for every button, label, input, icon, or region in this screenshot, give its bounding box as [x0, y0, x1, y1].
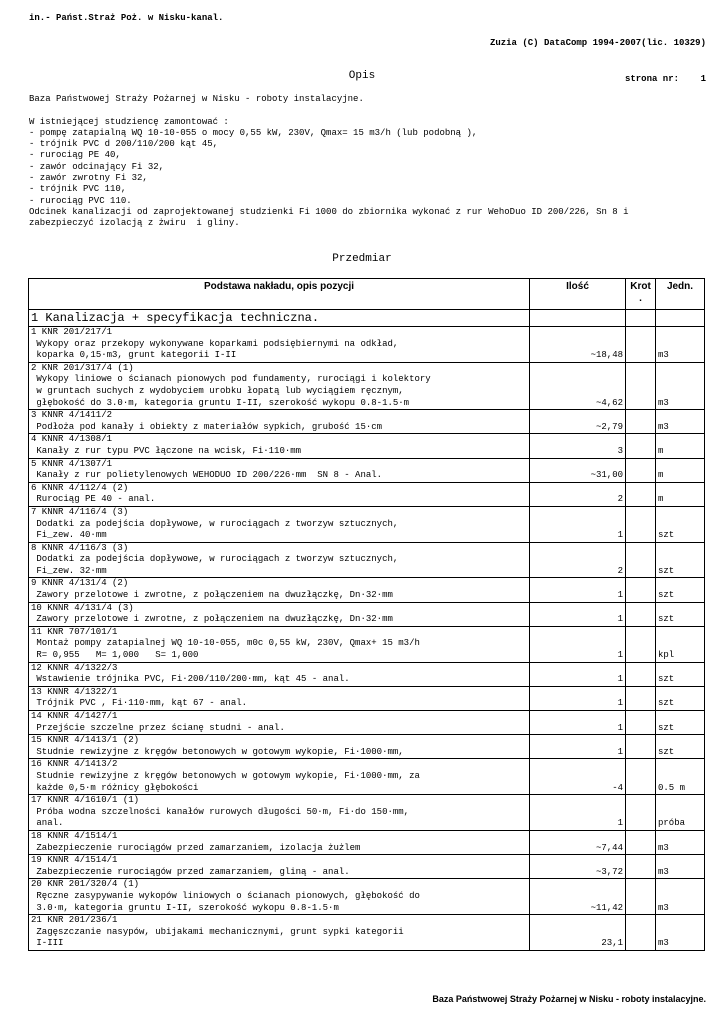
position-multiplier	[626, 711, 656, 735]
page-number: strona nr: 1	[624, 74, 706, 84]
header-left-title: in.- Państ.Straż Poż. w Nisku-kanal.	[29, 13, 224, 23]
position-description-cell	[29, 855, 530, 879]
position-description-cell	[29, 686, 530, 710]
table-row	[29, 735, 705, 759]
table-row	[29, 458, 705, 482]
position-unit: szt	[656, 506, 705, 542]
position-multiplier	[626, 410, 656, 434]
position-text: Zabezpieczenie rurociągów przed zamarzaniem, izolacja żużlem	[31, 842, 361, 853]
position-description-cell	[29, 662, 530, 686]
header-multiplier: Krot .	[626, 279, 656, 310]
header-copyright: Zuzia (C) DataComp 1994-2007(lic. 10329)	[489, 38, 706, 48]
table-row	[29, 626, 705, 662]
position-unit: próba	[656, 795, 705, 831]
position-code: 3 KNNR 4/1411/2	[31, 410, 113, 421]
position-unit: 0.5 m	[656, 759, 705, 795]
position-quantity: ~3,72	[530, 855, 626, 879]
position-quantity: 1	[530, 686, 626, 710]
position-multiplier	[626, 795, 656, 831]
position-multiplier	[626, 855, 656, 879]
position-unit: szt	[656, 686, 705, 710]
position-code: 18 KNNR 4/1514/1	[31, 830, 118, 841]
position-unit: kpl	[656, 626, 705, 662]
position-multiplier	[626, 362, 656, 409]
position-unit: m	[656, 482, 705, 506]
section-number: 1	[31, 311, 39, 325]
position-description-cell	[29, 410, 530, 434]
position-code: 4 KNNR 4/1308/1	[31, 434, 113, 445]
table-row	[29, 506, 705, 542]
position-unit: szt	[656, 711, 705, 735]
position-quantity: 1	[530, 506, 626, 542]
position-unit: szt	[656, 662, 705, 686]
position-quantity: 2	[530, 482, 626, 506]
position-multiplier	[626, 879, 656, 915]
position-unit: szt	[656, 602, 705, 626]
position-description-cell	[29, 602, 530, 626]
table-row	[29, 855, 705, 879]
position-unit: m3	[656, 855, 705, 879]
footer-title: Baza Państwowej Straży Pożarnej w Nisku - roboty instalacyjne.	[432, 994, 706, 1004]
position-quantity: 2	[530, 542, 626, 578]
position-text: Studnie rewizyjne z kręgów betonowych w gotowym wykopie, Fi·1000·mm,	[31, 746, 404, 757]
position-description-cell	[29, 626, 530, 662]
position-code: 10 KNNR 4/131/4 (3)	[31, 602, 134, 613]
position-description-cell	[29, 458, 530, 482]
position-quantity: 23,1	[530, 915, 626, 951]
position-description-cell	[29, 915, 530, 951]
section-title: Kanalizacja + specyfikacja techniczna.	[45, 311, 320, 325]
position-text: Montaż pompy zatapialnej WQ 10-10-055, m0c 0,55 kW, 230V, Qmax+ 15 m3/h R= 0,955 M= 1,000 S= 1,000	[36, 638, 420, 661]
position-quantity: ~7,44	[530, 830, 626, 854]
bill-of-quantities-table	[28, 278, 705, 951]
position-text: Kanały z rur polietylenowych WEHODUO ID 200/226·mm SN 8 - Anal.	[31, 470, 383, 481]
position-code: 19 KNNR 4/1514/1	[31, 855, 118, 866]
position-multiplier	[626, 482, 656, 506]
position-multiplier	[626, 759, 656, 795]
table-row	[29, 410, 705, 434]
header-quantity: Ilość	[530, 279, 626, 310]
position-code: 1 KNR 201/217/1	[31, 327, 113, 337]
position-text: Studnie rewizyjne z kręgów betonowych w gotowym wykopie, Fi·1000·mm, za każde 0,5·m różnicy głębokości	[36, 770, 420, 793]
header-right	[490, 13, 706, 97]
position-unit: szt	[656, 542, 705, 578]
position-multiplier	[626, 830, 656, 854]
position-quantity: ~4,62	[530, 362, 626, 409]
position-multiplier	[626, 542, 656, 578]
position-description-cell	[29, 327, 530, 363]
table-row	[29, 542, 705, 578]
table-row	[29, 434, 705, 458]
position-text: Podłoża pod kanały i obiekty z materiałów sypkich, grubość 15·cm	[31, 421, 383, 432]
position-quantity: -4	[530, 759, 626, 795]
position-unit: m3	[656, 410, 705, 434]
section-row	[29, 310, 705, 327]
position-code: 13 KNNR 4/1322/1	[31, 686, 118, 697]
position-description-cell	[29, 482, 530, 506]
position-quantity: 1	[530, 711, 626, 735]
przedmiar-title: Przedmiar	[332, 253, 392, 265]
position-text: Zagęszczanie nasypów, ubijakami mechanicznymi, grunt sypki kategorii I-III	[36, 926, 404, 949]
table-row	[29, 482, 705, 506]
position-unit: m	[656, 458, 705, 482]
position-text: Wykopy liniowe o ścianach pionowych pod fundamenty, rurociągi i kolektory w gruntach suchych z wydobyciem urobku łopatą lub wyciągiem ręcznym, głębokość do 3.0·m, kategoria gruntu I-II, szerokość wykopu 0.8-1.5·m	[36, 374, 431, 408]
position-text: Zawory przelotowe i zwrotne, z połączeniem na dwuzłączkę, Dn·32·mm	[31, 614, 393, 625]
description-text: Baza Państwowej Straży Pożarnej w Nisku - roboty instalacyjne. W istniejącej studziencę zamontować : - pompę zatapialną WQ 10-10-055 o mocy 0,55 kW, 230V, Qmax= 15 m3/h (lub podobną ), - trójnik PVC d 200/110/200 kąt 45, - rurociąg PE 40, - zawór odcinający Fi 32, - zawór zwrotny Fi 32, - trójnik PVC 110, - rurociąg PVC 110. Odcinek kanalizacji od zaprojektowanej studzienki Fi 1000 do zbiornika wykonać z rur WehoDuo ID 200/226, Sn 8 i zabezpieczyć izolacją z żwiru i gliny.	[29, 94, 629, 229]
position-multiplier	[626, 686, 656, 710]
position-text: Kanały z rur typu PVC łączone na wcisk, Fi·110·mm	[31, 445, 302, 456]
position-unit: szt	[656, 578, 705, 602]
table-row	[29, 879, 705, 915]
position-unit: m	[656, 434, 705, 458]
position-description-cell	[29, 879, 530, 915]
position-quantity: ~2,79	[530, 410, 626, 434]
table-row	[29, 327, 705, 363]
position-unit: m3	[656, 830, 705, 854]
table-row	[29, 662, 705, 686]
position-unit: m3	[656, 362, 705, 409]
position-text: Zawory przelotowe i zwrotne, z połączeniem na dwuzłączkę, Dn·32·mm	[31, 590, 393, 601]
position-description-cell	[29, 362, 530, 409]
position-quantity: 1	[530, 662, 626, 686]
position-quantity: 1	[530, 795, 626, 831]
position-multiplier	[626, 915, 656, 951]
table-row	[29, 711, 705, 735]
table-row	[29, 830, 705, 854]
position-code: 6 KNNR 4/112/4 (2)	[31, 482, 129, 493]
position-description-cell	[29, 434, 530, 458]
header-description: Podstawa nakładu, opis pozycji	[29, 279, 530, 310]
table-row	[29, 602, 705, 626]
position-unit: szt	[656, 735, 705, 759]
position-code: 8 KNNR 4/116/3 (3)	[31, 542, 129, 553]
position-multiplier	[626, 662, 656, 686]
position-text: Dodatki za podejścia dopływowe, w rurociągach z tworzyw sztucznych, Fi_zew. 40·mm	[36, 518, 399, 541]
position-text: Trójnik PVC , Fi·110·mm, kąt 67 - anal.	[31, 698, 248, 709]
position-multiplier	[626, 602, 656, 626]
position-quantity: ~11,42	[530, 879, 626, 915]
position-text: Próba wodna szczelności kanałów rurowych długości 50·m, Fi·do 150·mm, anal.	[36, 806, 410, 829]
position-text: Przejście szczelne przez ścianę studni - anal.	[31, 722, 285, 733]
table-row	[29, 795, 705, 831]
position-code: 15 KNNR 4/1413/1 (2)	[31, 735, 140, 746]
position-code: 5 KNNR 4/1307/1	[31, 458, 113, 469]
opis-title: Opis	[348, 70, 376, 82]
table-header-row	[29, 279, 705, 310]
position-code: 9 KNNR 4/131/4 (2)	[31, 578, 129, 589]
position-description-cell	[29, 711, 530, 735]
position-code: 7 KNNR 4/116/4 (3)	[31, 506, 129, 517]
table-row	[29, 578, 705, 602]
position-code: 11 KNR 707/101/1	[31, 626, 118, 637]
position-unit: m3	[656, 879, 705, 915]
position-text: Rurociąg PE 40 - anal.	[31, 494, 156, 505]
position-description-cell	[29, 578, 530, 602]
position-quantity: 1	[530, 602, 626, 626]
position-description-cell	[29, 795, 530, 831]
position-code: 14 KNNR 4/1427/1	[31, 711, 118, 721]
position-code: 17 KNNR 4/1610/1 (1)	[31, 795, 140, 806]
position-code: 20 KNR 201/320/4 (1)	[31, 879, 140, 890]
position-text: Wykopy oraz przekopy wykonywane koparkami podsiębiernymi na odkład, koparka 0,15·m3, grunt kategorii I-II	[36, 338, 399, 361]
position-multiplier	[626, 626, 656, 662]
position-description-cell	[29, 542, 530, 578]
position-unit: m3	[656, 327, 705, 363]
position-quantity: 3	[530, 434, 626, 458]
position-multiplier	[626, 434, 656, 458]
position-code: 12 KNNR 4/1322/3	[31, 662, 118, 673]
position-description-cell	[29, 759, 530, 795]
table-row	[29, 686, 705, 710]
position-description-cell	[29, 506, 530, 542]
position-quantity: 1	[530, 735, 626, 759]
table-row	[29, 915, 705, 951]
position-text: Wstawienie trójnika PVC, Fi·200/110/200·mm, kąt 45 - anal.	[31, 674, 350, 685]
position-quantity: 1	[530, 578, 626, 602]
position-multiplier	[626, 458, 656, 482]
position-quantity: ~18,48	[530, 327, 626, 363]
position-text: Ręczne zasypywanie wykopów liniowych o ścianach pionowych, głębokość do 3.0·m, kategoria gruntu I-II, szerokość wykopu 0.8-1.5·m	[36, 890, 420, 913]
position-multiplier	[626, 506, 656, 542]
section-title-cell	[29, 310, 530, 327]
position-multiplier	[626, 735, 656, 759]
position-text: Zabezpieczenie rurociągów przed zamarzaniem, gliną - anal.	[31, 866, 350, 877]
position-multiplier	[626, 578, 656, 602]
position-description-cell	[29, 830, 530, 854]
position-quantity: 1	[530, 626, 626, 662]
position-unit: m3	[656, 915, 705, 951]
position-description-cell	[29, 735, 530, 759]
header-unit: Jedn.	[656, 279, 705, 310]
position-text: Dodatki za podejścia dopływowe, w rurociągach z tworzyw sztucznych, Fi_zew. 32·mm	[36, 554, 399, 576]
position-quantity: ~31,00	[530, 458, 626, 482]
position-multiplier	[626, 327, 656, 363]
position-code: 21 KNR 201/236/1	[31, 915, 118, 926]
position-code: 16 KNNR 4/1413/2	[31, 759, 118, 770]
position-code: 2 KNR 201/317/4 (1)	[31, 362, 134, 373]
table-row	[29, 759, 705, 795]
table-row	[29, 362, 705, 409]
